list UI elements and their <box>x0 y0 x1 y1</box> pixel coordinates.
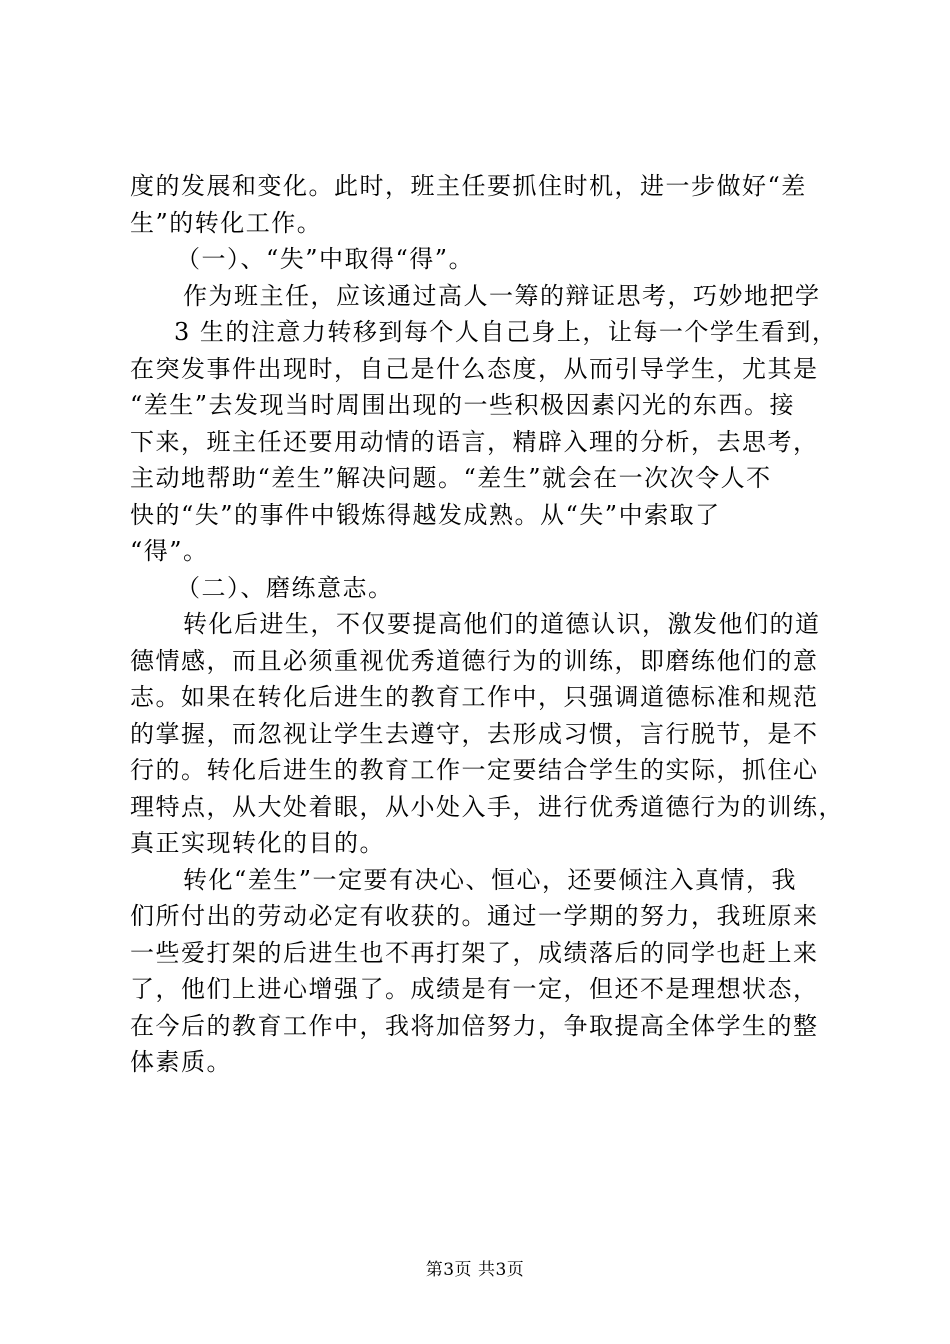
text-line: 转化后进生，不仅要提高他们的道德认识，激发他们的道 <box>183 610 821 638</box>
text-line: 转化“差生”一定要有决心、恒心，还要倾注入真情，我 <box>183 865 798 894</box>
text-line: 一些爱打架的后进生也不再打架了，成绩落后的同学也赶上来 <box>130 938 819 967</box>
text-line: 了，他们上进心增强了。成绩是有一定，但还不是理想状态， <box>130 975 819 1003</box>
document-body <box>130 168 844 1081</box>
text-line: 体素质。 <box>130 1048 232 1076</box>
text-line: 的掌握，而忽视让学生去遵守，去形成习惯，言行脱节，是不 <box>130 719 819 748</box>
section-heading-2: （二）、磨练意志。 <box>176 573 394 602</box>
page-number-footer: 第3页 共3页 <box>425 1260 525 1280</box>
text-line: 在突发事件出现时，自己是什么态度，从而引导学生，尤其是 <box>130 354 819 383</box>
text-line: “差生”去发现当时周围出现的一些积极因素闪光的东西。接 <box>130 391 796 419</box>
text-line: 真正实现转化的目的。 <box>130 829 385 857</box>
text-line: 们所付出的劳动必定有收获的。通过一学期的努力，我班原来 <box>130 902 819 930</box>
text-line: “得”。 <box>130 537 209 565</box>
text-line: 志。如果在转化后进生的教育工作中，只强调道德标准和规范 <box>130 683 819 711</box>
text-line: 生”的转化工作。 <box>130 208 323 237</box>
text-line: 理特点，从大处着眼，从小处入手，进行优秀道德行为的训练， <box>130 792 844 821</box>
text-line: 下来，班主任还要用动情的语言，精辟入理的分析，去思考， <box>130 427 819 456</box>
text-line: 3 生的注意力转移到每个人自己身上，让每一个学生看到， <box>174 318 838 346</box>
text-line: 在今后的教育工作中，我将加倍努力，争取提高全体学生的整 <box>130 1011 819 1040</box>
text-line: 德情感，而且必须重视优秀道德行为的训练，即磨练他们的意 <box>130 646 819 675</box>
text-line: 作为班主任，应该通过高人一筹的辩证思考，巧妙地把学 <box>183 281 821 310</box>
section-heading-1: （一）、“失”中取得“得”。 <box>176 245 475 273</box>
text-line: 度的发展和变化。此时，班主任要抓住时机，进一步做好“差 <box>130 172 807 200</box>
text-line: 行的。转化后进生的教育工作一定要结合学生的实际，抓住心 <box>130 756 819 784</box>
text-line: 快的“失”的事件中锻炼得越发成熟。从“失”中索取了 <box>130 500 721 529</box>
text-line: 主动地帮助“差生”解决问题。“差生”就会在一次次令人不 <box>130 464 772 492</box>
